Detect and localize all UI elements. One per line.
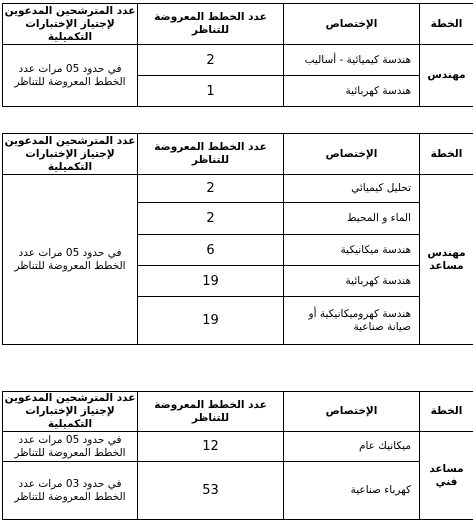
positions-cell: 6 [138, 235, 284, 266]
candidates-cell: في حدود 05 مرات عدد الخطط المعروضة للتناظر [3, 432, 138, 462]
positions-cell: 2 [138, 45, 284, 76]
candidates-cell: في حدود 03 مرات عدد الخطط المعروضة للتناظر [3, 462, 138, 520]
table-assistant-engineer [2, 133, 473, 345]
plan-cell: مهندس [420, 45, 473, 107]
header-positions: عدد الخطط المعروضة للتناظر [138, 134, 284, 175]
specialty-cell: ميكانيك عام [284, 432, 420, 462]
header-positions: عدد الخطط المعروضة للتناظر [138, 392, 284, 432]
candidates-cell: في حدود 05 مرات عدد الخطط المعروضة للتناظر [3, 175, 138, 345]
specialty-cell: هندسة ميكانيكية [284, 235, 420, 266]
header-specialty: الإختصاص [284, 392, 420, 432]
positions-cell: 2 [138, 203, 284, 235]
header-candidates: عدد المترشحين المدعوين لإجتياز الإختبارات التكميلية [3, 4, 138, 45]
positions-cell: 19 [138, 297, 284, 345]
plan-cell: مساعد فني [420, 432, 473, 520]
specialty-cell: الماء و المحيط [284, 203, 420, 235]
specialty-cell: تحليل كيميائي [284, 175, 420, 203]
positions-cell: 53 [138, 462, 284, 520]
positions-cell: 12 [138, 432, 284, 462]
table-engineer [2, 3, 473, 107]
plan-cell: مهندس مساعد [420, 175, 473, 345]
header-specialty: الإختصاص [284, 134, 420, 175]
header-plan: الخطة [420, 392, 473, 432]
header-positions: عدد الخطط المعروضة للتناظر [138, 4, 284, 45]
header-plan: الخطة [420, 4, 473, 45]
header-candidates: عدد المترشحين المدعوين لإجتياز الإختبارات التكميلية [3, 392, 138, 432]
specialty-cell: هندسة كهربائية [284, 76, 420, 107]
specialty-cell: هندسة كهربائية [284, 266, 420, 297]
candidates-cell: في حدود 05 مرات عدد الخطط المعروضة للتناظر [3, 45, 138, 107]
positions-cell: 19 [138, 266, 284, 297]
specialty-cell: هندسة كيميائية - أساليب [284, 45, 420, 76]
header-plan: الخطة [420, 134, 473, 175]
header-candidates: عدد المترشحين المدعوين لإجتياز الإختبارات التكميلية [3, 134, 138, 175]
header-specialty: الإختصاص [284, 4, 420, 45]
positions-cell: 2 [138, 175, 284, 203]
specialty-cell: هندسة كهروميكانيكية أو صيانة صناعية [284, 297, 420, 345]
table-technical-assistant [2, 391, 473, 520]
positions-cell: 1 [138, 76, 284, 107]
specialty-cell: كهرباء صناعية [284, 462, 420, 520]
